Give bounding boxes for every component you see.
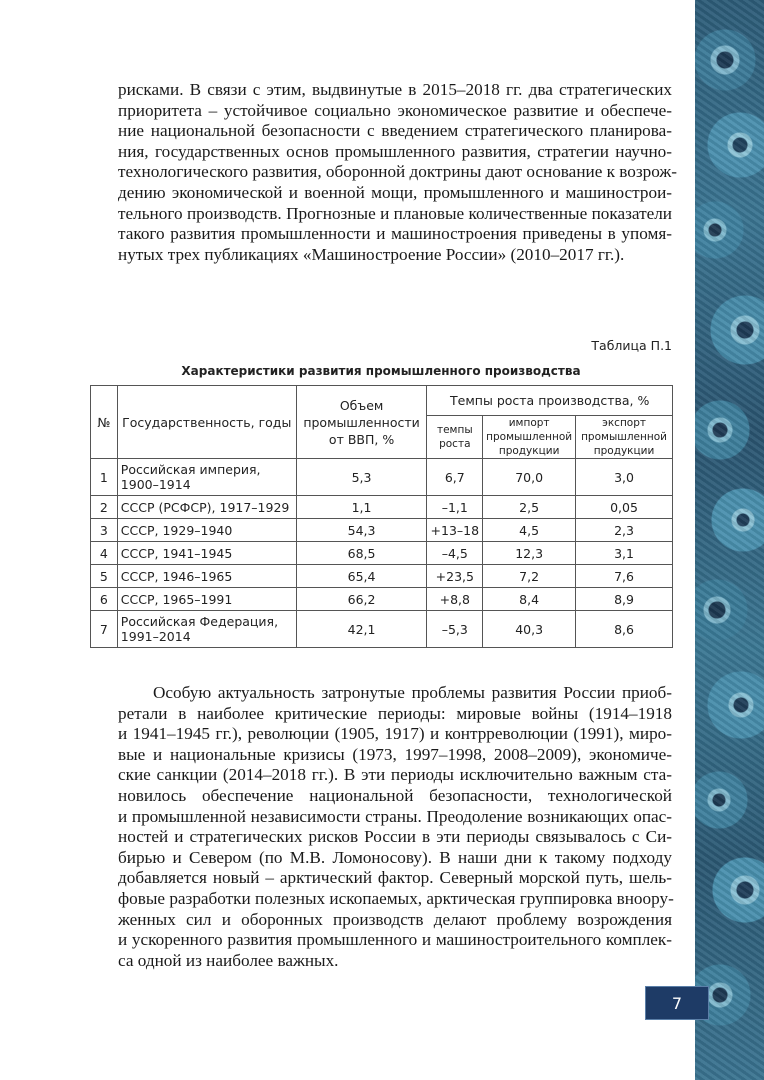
cell-export: 8,9 bbox=[576, 588, 673, 611]
text-line: нутых трех публикациях «Машиностроение России» (2010–2017 гг.). bbox=[118, 244, 625, 264]
cell-export: 2,3 bbox=[576, 519, 673, 542]
table-row bbox=[91, 542, 673, 565]
cell-volume: 54,3 bbox=[296, 519, 427, 542]
cell-export: 8,6 bbox=[576, 611, 673, 648]
cell-name: СССР, 1941–1945 bbox=[117, 542, 296, 565]
table-row bbox=[91, 588, 673, 611]
cell-no: 7 bbox=[91, 611, 118, 648]
text-line: приоритета – устойчивое социально экономическое развитие и обеспече- bbox=[118, 100, 672, 120]
cell-import: 2,5 bbox=[483, 496, 576, 519]
cell-name: СССР (РСФСР), 1917–1929 bbox=[117, 496, 296, 519]
cell-import: 8,4 bbox=[483, 588, 576, 611]
table-title: Характеристики развития промышленного производства bbox=[181, 364, 581, 378]
paragraph-intro bbox=[118, 80, 678, 265]
cell-rate: 6,7 bbox=[427, 459, 483, 496]
cell-no: 1 bbox=[91, 459, 118, 496]
text-line: ния, государственных основ промышленного развития, стратегии научно- bbox=[118, 141, 672, 161]
text-line: са одной из наиболее важных. bbox=[118, 950, 339, 970]
cell-export: 7,6 bbox=[576, 565, 673, 588]
cell-import: 12,3 bbox=[483, 542, 576, 565]
cell-export: 0,05 bbox=[576, 496, 673, 519]
text-line: и промышленной независимости страны. Преодоление возникающих опас- bbox=[118, 806, 672, 826]
gears-decoration-icon bbox=[695, 0, 764, 1080]
cell-import: 70,0 bbox=[483, 459, 576, 496]
table-row bbox=[91, 519, 673, 542]
text-line: бирью и Севером (по М.В. Ломоносову). В наши дни к такому подходу bbox=[118, 847, 672, 867]
cell-export: 3,1 bbox=[576, 542, 673, 565]
cell-name: Российская Федерация, 1991–2014 bbox=[117, 611, 296, 648]
table-label: Таблица П.1 bbox=[591, 338, 672, 353]
text-line: ние национальной безопасности с введением стратегического планирова- bbox=[118, 121, 672, 141]
text-line: и 1941–1945 гг.), революции (1905, 1917) и контрреволюции (1991), миро- bbox=[118, 724, 672, 744]
table-row bbox=[91, 496, 673, 519]
cell-rate: +23,5 bbox=[427, 565, 483, 588]
cell-export: 3,0 bbox=[576, 459, 673, 496]
page-number: 7 bbox=[645, 986, 709, 1020]
cell-volume: 66,2 bbox=[296, 588, 427, 611]
cell-no: 5 bbox=[91, 565, 118, 588]
table-row bbox=[91, 565, 673, 588]
cell-import: 40,3 bbox=[483, 611, 576, 648]
cell-rate: –1,1 bbox=[427, 496, 483, 519]
cell-volume: 5,3 bbox=[296, 459, 427, 496]
cell-volume: 65,4 bbox=[296, 565, 427, 588]
cell-name: СССР, 1965–1991 bbox=[117, 588, 296, 611]
cell-name: СССР, 1929–1940 bbox=[117, 519, 296, 542]
header-volume: Объем промышленности от ВВП, % bbox=[296, 386, 427, 459]
cell-name: Российская империя, 1900–1914 bbox=[117, 459, 296, 496]
cell-rate: –4,5 bbox=[427, 542, 483, 565]
text-line: и ускоренного развития промышленного и машиностроительного комплек- bbox=[118, 930, 672, 950]
table-row bbox=[91, 459, 673, 496]
text-line: тельного производств. Прогнозные и плановые количественные показатели bbox=[118, 203, 672, 223]
text-line: добавляется новый – арктический фактор. Северный морской путь, шель- bbox=[118, 868, 672, 888]
header-export: экспорт промышленной продукции bbox=[576, 416, 673, 459]
cell-rate: +13–18 bbox=[427, 519, 483, 542]
header-import: импорт промышленной продукции bbox=[483, 416, 576, 459]
text-line: вые и национальные кризисы (1973, 1997–1998, 2008–2009), экономиче- bbox=[118, 744, 672, 764]
text-line: такого развития промышленности и машиностроения приведены в упомя- bbox=[118, 224, 672, 244]
text-line: фовые разработки полезных ископаемых, арктическая группировка вноору- bbox=[118, 888, 674, 908]
paragraph-critical-periods bbox=[118, 683, 672, 971]
cell-import: 4,5 bbox=[483, 519, 576, 542]
header-rate: темпы роста bbox=[427, 416, 483, 459]
text-line: новилось обеспечение национальной безопасности, технологической bbox=[118, 785, 672, 805]
cell-no: 6 bbox=[91, 588, 118, 611]
text-line: ские санкции (2014–2018 гг.). В эти периоды исключительно важным ста- bbox=[118, 765, 672, 785]
cell-no: 3 bbox=[91, 519, 118, 542]
cell-name: СССР, 1946–1965 bbox=[117, 565, 296, 588]
text-line: ностей и стратегических рисков России в эти периоды связывалось с Си- bbox=[118, 827, 672, 847]
header-growth-group: Темпы роста производства, % bbox=[427, 386, 673, 416]
cell-no: 2 bbox=[91, 496, 118, 519]
cell-import: 7,2 bbox=[483, 565, 576, 588]
table-row bbox=[91, 611, 673, 648]
cell-rate: –5,3 bbox=[427, 611, 483, 648]
cell-volume: 42,1 bbox=[296, 611, 427, 648]
text-line: Особую актуальность затронутые проблемы развития России приоб- bbox=[153, 683, 672, 702]
header-name: Государственность, годы bbox=[117, 386, 296, 459]
text-line: женных сил и оборонных производств делают проблему возрождения bbox=[118, 909, 672, 929]
text-line: ретали в наиболее критические периоды: мировые войны (1914–1918 bbox=[118, 703, 672, 723]
header-no: № bbox=[91, 386, 118, 459]
cell-rate: +8,8 bbox=[427, 588, 483, 611]
cell-volume: 1,1 bbox=[296, 496, 427, 519]
production-table bbox=[90, 385, 673, 648]
text-line: технологического развития, оборонной доктрины дают основание к возрож- bbox=[118, 162, 678, 182]
cell-no: 4 bbox=[91, 542, 118, 565]
text-line: дению экономической и военной мощи, промышленного и машинострои- bbox=[118, 182, 672, 202]
text-line: рисками. В связи с этим, выдвинутые в 2015–2018 гг. два стратегических bbox=[118, 80, 672, 99]
cell-volume: 68,5 bbox=[296, 542, 427, 565]
